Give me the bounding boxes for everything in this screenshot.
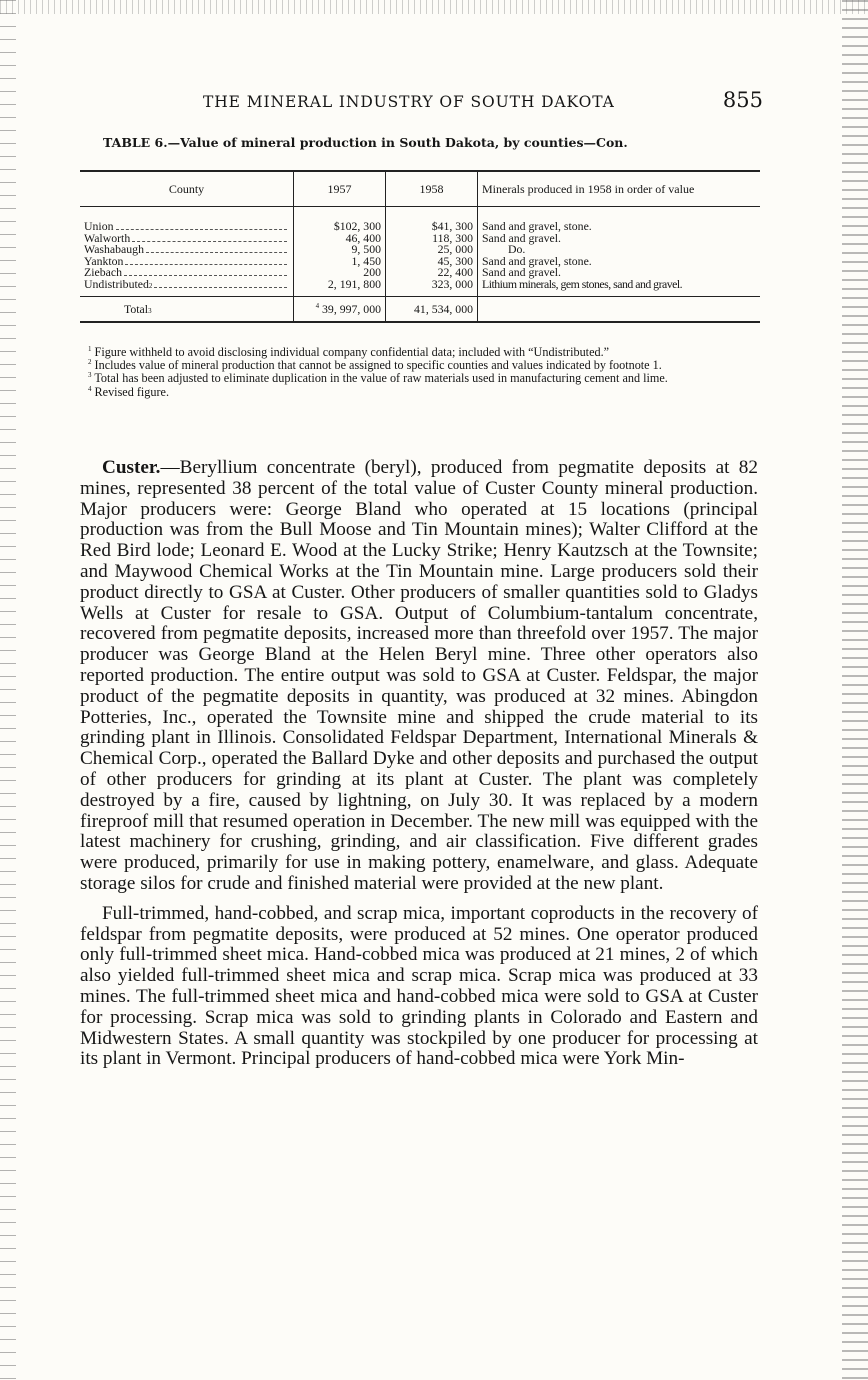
county-name: Undistributed [84,276,149,291]
value-1958: 22, 400 [386,267,478,279]
leader-dots [154,287,287,288]
mineral-production-table [80,170,760,323]
footnote: $^4$ Revised figure. [88,384,170,399]
table-row [80,244,760,256]
table-row [80,207,760,233]
value-1957: 46, 400 [294,233,386,245]
minerals-produced: Sand and gravel. [482,230,561,245]
column-header-county: County [80,172,294,207]
county-name: Washabaugh [84,242,144,257]
value-1957: 9, 500 [294,244,386,256]
footnote: $^3$ Total has been adjusted to eliminate duplication in the value of raw materials used in manufacturing cement and lime. [88,371,668,386]
paragraph-mica: Full-trimmed, hand-cobbed, and scrap mica, important coproducts in the recovery of feldspar from pegmatite deposits, were produced at 52 mines. One operator produced only full-trimmed sheet mica. Hand-cobbed mica was produced at 21 mines, 2 of which also yielded full-trimmed sheet mica and scrap mica. Scrap mica was produced at 33 mines. The full-trimmed sheet mica and hand-cobbed mica were sold to GSA at Custer for processing. Scrap mica was sold to grinding plants in Colorado and Eastern and Midwestern States. A small quantity was stockpiled by one producer for processing at its plant in Vermont. Principal producers of hand-cobbed mica were York Min- [80,902,758,1070]
minerals-produced: Do. [508,242,526,257]
column-header-1957: 1957 [294,172,386,207]
value-1958: 323, 000 [386,279,478,296]
footnote: $^1$ Figure withheld to avoid disclosing individual company confidential data; included with “Undistributed.” [88,344,610,359]
column-header-1958: 1958 [386,172,478,207]
minerals-produced: Sand and gravel, stone. [482,253,592,268]
page-number: 855 [722,88,763,112]
total-label: Total [124,301,149,316]
leader-dots [146,252,287,253]
minerals-produced: Lithium minerals, gem stones, sand and gravel. [482,276,683,291]
total-value-1958: 41, 534, 000 [386,296,478,321]
value-1957: 1, 450 [294,256,386,268]
county-name: Union [84,219,114,233]
leader-dots [132,241,287,242]
table-header-row [80,172,760,207]
minerals-produced: Sand and gravel, stone. [482,219,592,233]
table-title: TABLE 6.—Value of mineral production in South Dakota, by counties—Con. [103,135,628,150]
leader-dots [125,264,287,265]
column-header-minerals: Minerals produced in 1958 in order of value [478,172,761,207]
scan-edge-top [0,0,868,14]
table-row: Undistributed 2 2, 191, 800 323, 000 Lithium minerals, gem stones, sand and gravel. [80,279,760,296]
scan-edge-right [842,0,868,1380]
paragraph-custer: Custer.—Beryllium concentrate (beryl), produced from pegmatite deposits at 82 mines, represented 38 percent of the total value of Custer County mineral production. Major producers were: George Bland who operated at 15 locations (principal production was from the Bull Moose and Tin Mountain mines); Walter Clifford at the Red Bird lode; Leonard E. Wood at the Lucky Strike; Henry Kautzsch at the Townsite; and Maywood Chemical Works at the Tin Mountain mine. Large producers sold their product directly to GSA at Custer. Other producers of smaller quantities sold to Gladys Wells at Custer for resale to GSA. Output of Columbium-tantalum concentrate, recovered from pegmatite deposits, increased more than threefold over 1957. The major producer was George Bland at the Helen Beryl mine. Three other operators also reported production. The entire output was sold to GSA at Custer. Feldspar, the major product of the pegmatite deposits in quantity, was produced at 32 mines. Abingdon Potteries, Inc., operated the Townsite mine and shipped the crude material to its grinding plant in Illinois. Consolidated Feldspar Department, International Minerals & Chemical Corp., operated the Ballard Dyke and other deposits and purchased the output of other producers for grinding at its plant at Custer. The plant was completely destroyed by a fire, caused by lightning, on July 30. It was replaced by a modern fireproof mill that resumed operation in December. The new mill was equipped with the latest machinery for crushing, grinding, and air classification. Five different grades were produced, primarily for use in making pottery, enamelware, and glass. Adequate storage silos for crude and finished material were provided at the new plant. [80,457,758,894]
county-name: Ziebach [84,265,122,280]
running-title: THE MINERAL INDUSTRY OF SOUTH DAKOTA [203,93,615,111]
value-1958: 45, 300 [386,256,478,268]
table-row [80,233,760,245]
value-1957: 200 [294,267,386,279]
scan-edge-left [0,0,16,1380]
value-1958: 25, 000 [386,244,478,256]
county-name: Yankton [84,253,124,268]
value-1957: 2, 191, 800 [294,279,386,296]
footnote: $^2$ Includes value of mineral production that cannot be assigned to specific counties and values indicated by footnote 1. [88,358,662,373]
total-value-1957: 39, 997, 000 [322,301,381,316]
table-footnotes [82,346,762,399]
minerals-produced: Sand and gravel. [482,265,561,280]
county-name: Walworth [84,230,131,245]
footnote-ref: 4 [315,301,320,310]
body-text [80,458,758,1079]
page-header [203,88,763,116]
value-1958: 118, 300 [386,233,478,245]
paragraph-lead: Custer. [102,457,161,478]
table-total-row: Total 3 $^4$ 39, 997, 000 41, 534, 000 [80,296,760,321]
value-1958: $41, 300 [386,207,478,233]
leader-dots [116,229,288,230]
value-1957: $102, 300 [294,207,386,233]
table-row [80,256,760,268]
